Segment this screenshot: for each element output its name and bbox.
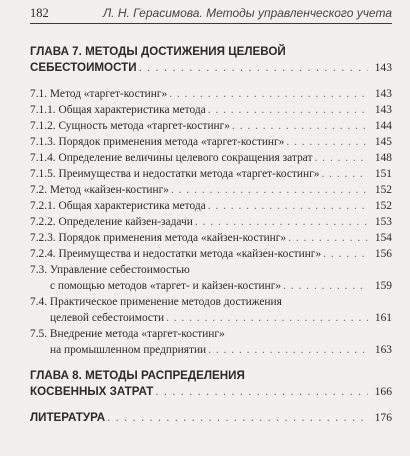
toc-entry-label: 7.1.4. Определение величины целевого сокращения затрат bbox=[30, 152, 313, 164]
leader-dots bbox=[232, 118, 368, 134]
toc-chapter-7 bbox=[30, 44, 392, 76]
toc-entry-7-4 bbox=[30, 294, 392, 326]
toc-entry-label-line2: на промышленном предприятии bbox=[50, 344, 207, 356]
leader-dots bbox=[208, 198, 368, 214]
toc-entry-page: 152 bbox=[374, 184, 392, 196]
toc-entry-page: 159 bbox=[374, 280, 392, 292]
page-number: 182 bbox=[30, 6, 49, 20]
chapter-7-title-line1: ГЛАВА 7. МЕТОДЫ ДОСТИЖЕНИЯ ЦЕЛЕВОЙ bbox=[30, 45, 286, 58]
page-header bbox=[30, 3, 392, 24]
toc-entry-label-line2: с помощью методов «таргет- и кайзен-костинг» bbox=[50, 280, 282, 292]
leader-dots bbox=[155, 384, 368, 400]
chapter-8-page: 166 bbox=[374, 385, 392, 398]
chapter-7-page: 143 bbox=[374, 61, 392, 74]
chapter-7-title-line2-row bbox=[30, 60, 392, 76]
toc-entry-label-line1: 7.3. Управление себестоимостью bbox=[30, 264, 190, 276]
toc-entry-page: 143 bbox=[374, 88, 392, 100]
toc-entry-page: 153 bbox=[374, 216, 392, 228]
toc-entry bbox=[30, 214, 392, 230]
leader-dots bbox=[283, 278, 368, 294]
toc-entry-label-line1: 7.5. Внедрение метода «таргет-костинг» bbox=[30, 328, 225, 340]
toc-entry-label-line2: целевой себестоимости bbox=[50, 312, 165, 324]
toc-entry-page: 143 bbox=[374, 104, 392, 116]
toc-entry-label: 7.1. Метод «таргет-костинг» bbox=[30, 88, 168, 100]
toc-entry-page: 154 bbox=[374, 232, 392, 244]
toc-entry bbox=[30, 246, 392, 262]
toc-entry-page: 148 bbox=[374, 152, 392, 164]
leader-dots bbox=[169, 86, 368, 102]
leader-dots bbox=[286, 134, 368, 150]
toc-entry-line2-row bbox=[30, 278, 392, 294]
leader-dots bbox=[288, 230, 368, 246]
running-head: Л. Н. Герасимова. Методы управленческого учета bbox=[102, 6, 392, 20]
toc-entry-label: 7.2.2. Определение кайзен-задачи bbox=[30, 216, 193, 228]
leader-dots bbox=[139, 60, 368, 76]
toc-entry-label: 7.2.3. Порядок применения метода «кайзен-костинг» bbox=[30, 232, 287, 244]
literature-label: ЛИТЕРАТУРА bbox=[30, 411, 106, 424]
leader-dots bbox=[208, 342, 368, 358]
toc-entry bbox=[30, 86, 392, 102]
toc-entry-page: 163 bbox=[374, 344, 392, 356]
chapter-8-title-line1: ГЛАВА 8. МЕТОДЫ РАСПРЕДЕЛЕНИЯ bbox=[30, 369, 245, 382]
chapter-7-title-line2: СЕБЕСТОИМОСТИ bbox=[30, 61, 137, 74]
chapter-8-title-line2: КОСВЕННЫХ ЗАТРАТ bbox=[30, 385, 154, 398]
toc-entry-page: 144 bbox=[374, 120, 392, 132]
toc-entry bbox=[30, 102, 392, 118]
toc-entry-line2-row bbox=[30, 310, 392, 326]
leader-dots bbox=[166, 310, 368, 326]
leader-dots bbox=[171, 182, 368, 198]
toc-entry bbox=[30, 198, 392, 214]
leader-dots bbox=[208, 102, 368, 118]
toc-entry-7-3 bbox=[30, 262, 392, 294]
toc-entry bbox=[30, 230, 392, 246]
toc-entry-page: 145 bbox=[374, 136, 392, 148]
literature-row bbox=[30, 410, 392, 426]
toc-entry-label: 7.1.2. Сущность метода «таргет-костинг» bbox=[30, 120, 231, 132]
table-of-contents bbox=[30, 44, 392, 426]
leader-dots bbox=[323, 246, 368, 262]
leader-dots bbox=[321, 166, 368, 182]
toc-entry-label: 7.1.1. Общая характеристика метода bbox=[30, 104, 206, 116]
leader-dots bbox=[314, 150, 368, 166]
toc-literature bbox=[30, 410, 392, 426]
toc-entry-label: 7.2. Метод «кайзен-костинг» bbox=[30, 184, 169, 196]
toc-entry-label: 7.2.1. Общая характеристика метода bbox=[30, 200, 206, 212]
toc-entry-label: 7.2.4. Преимущества и недостатки метода «кайзен-костинг» bbox=[30, 248, 322, 260]
toc-chapter-8 bbox=[30, 368, 392, 400]
toc-entry-7-5 bbox=[30, 326, 392, 358]
toc-entry bbox=[30, 166, 392, 182]
toc-entry-page: 151 bbox=[374, 168, 392, 180]
toc-entry-label-line1: 7.4. Практическое применение методов достижения bbox=[30, 296, 282, 308]
toc-entry-page: 156 bbox=[374, 248, 392, 260]
chapter-8-title-line2-row bbox=[30, 384, 392, 400]
toc-entry-line2-row bbox=[30, 342, 392, 358]
leader-dots bbox=[195, 214, 368, 230]
toc-entry bbox=[30, 182, 392, 198]
toc-entry-page: 152 bbox=[374, 200, 392, 212]
toc-entry bbox=[30, 118, 392, 134]
literature-page: 176 bbox=[374, 411, 392, 424]
toc-entry bbox=[30, 150, 392, 166]
toc-entry-label: 7.1.5. Преимущества и недостатки метода «таргет-костинг» bbox=[30, 168, 320, 180]
toc-entry-page: 161 bbox=[374, 312, 392, 324]
leader-dots bbox=[107, 410, 368, 426]
toc-entry bbox=[30, 134, 392, 150]
toc-entry-label: 7.1.3. Порядок применения метода «таргет-костинг» bbox=[30, 136, 285, 148]
